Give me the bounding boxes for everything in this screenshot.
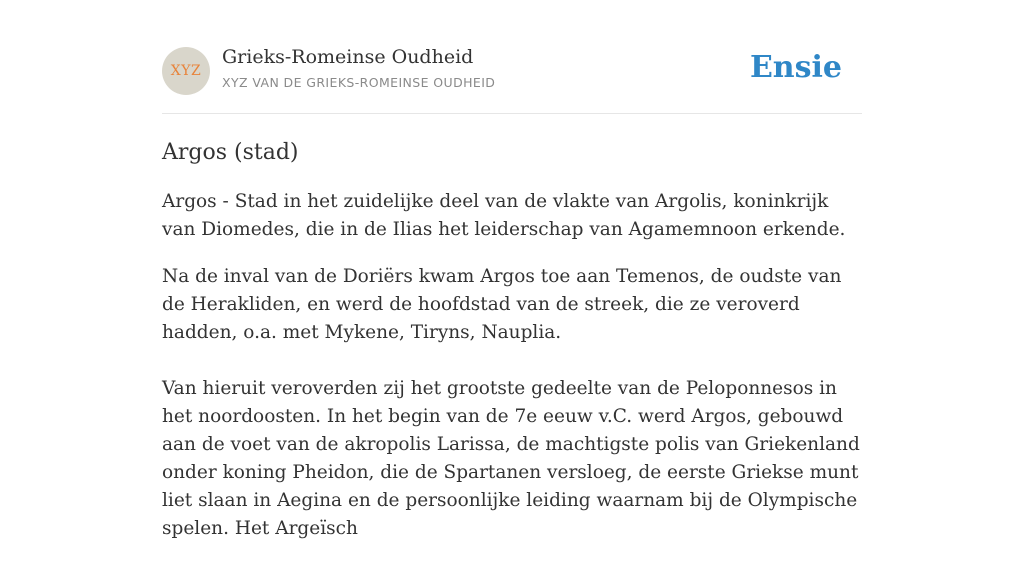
- site-subtitle: XYZ VAN DE GRIEKS-ROMEINSE OUDHEID: [222, 75, 496, 90]
- site-title[interactable]: Grieks-Romeinse Oudheid: [222, 46, 474, 68]
- site-header: [162, 46, 862, 96]
- article-paragraph: Na de inval van de Doriërs kwam Argos toe aan Temenos, de oudste van de Herakliden, en werd de hoofdstad van de streek, die ze veroverd hadden, o.a. met Mykene, Tiryns, Nauplia. Van hieruit veroverden zij het grootste gedeelte van de Peloponnesos in het noordoosten. In het begin van de 7e eeuw v.C. werd Argos, gebouwd aan de voet van de akropolis Larissa, de machtigste polis van Griekenland onder koning Pheidon, die de Spartanen versloeg, de eerste Griekse munt liet slaan in Aegina en de persoonlijke leiding waarnam bij de Olympische spelen. Het Argeïsch: [162, 266, 860, 539]
- article: [162, 138, 864, 562]
- brand-logo-link[interactable]: Ensie: [749, 50, 842, 85]
- header-divider: [162, 113, 862, 114]
- site-avatar[interactable]: XYZ: [162, 47, 210, 95]
- article-title: Argos (stad): [162, 140, 299, 165]
- article-paragraph: Argos - Stad in het zuidelijke deel van de vlakte van Argolis, koninkrijk van Diomedes, die in de Ilias het leiderschap van Agamemnoon erkende.: [162, 191, 846, 240]
